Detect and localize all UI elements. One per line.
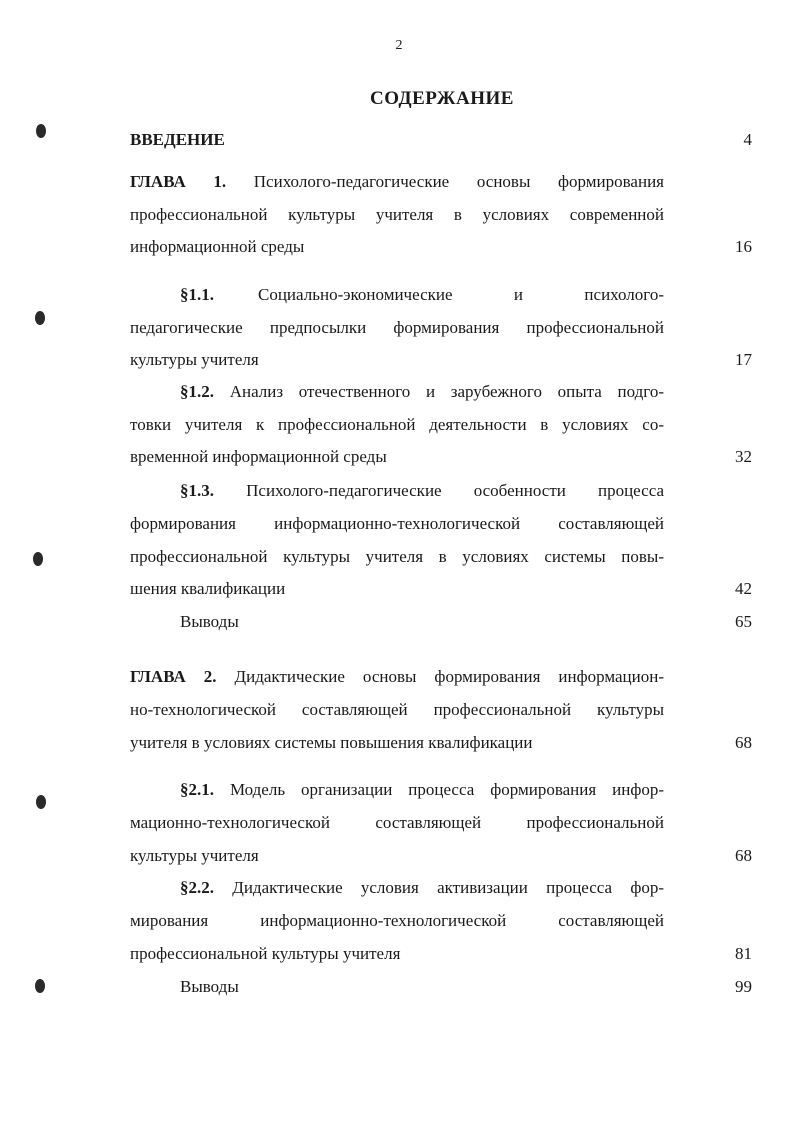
s11-line3: культуры учителя — [130, 350, 259, 369]
s21-text-line1: Модель организации процесса формирования инфор- — [229, 780, 664, 799]
s22-label: §2.2. — [180, 878, 214, 897]
s11-line1: Социально-экономические и психолого- — [258, 285, 664, 304]
s13-line1 — [180, 481, 664, 501]
chapter2-page: 68 — [735, 733, 752, 752]
s11-page: 17 — [735, 350, 752, 369]
chapter2-label: ГЛАВА 2. — [130, 667, 217, 686]
s21-page: 68 — [735, 846, 752, 865]
s11-label — [180, 285, 214, 305]
binder-hole-mark — [33, 552, 43, 566]
s22-line2: мирования информационно-технологической составляющей — [130, 911, 664, 930]
chapter1-line1 — [130, 172, 664, 192]
s12-line2: товки учителя к профессиональной деятельности в условиях со- — [130, 415, 664, 434]
s13-line3: профессиональной культуры учителя в условиях системы повы- — [130, 547, 664, 566]
page-number: 2 — [395, 38, 403, 53]
s11-line2: педагогические предпосылки формирования профессиональной — [130, 318, 664, 337]
conclusions1-label: Выводы — [180, 612, 239, 631]
s22-text-line1: Дидактические условия активизации процесса фор- — [232, 878, 665, 897]
s13-label: §1.3. — [180, 481, 214, 500]
s13-line4: шения квалификации — [130, 579, 286, 598]
s13-line2: формирования информационно-технологической составляющей — [130, 514, 664, 533]
s21-label: §2.1. — [180, 780, 214, 799]
s12-page: 32 — [735, 447, 752, 466]
page-title: СОДЕРЖАНИЕ — [370, 88, 514, 109]
chapter1-page: 16 — [735, 237, 752, 256]
s21-line1 — [180, 780, 664, 800]
intro-page: 4 — [743, 130, 752, 149]
s21-line2: мационно-технологической составляющей профессиональной — [130, 813, 664, 832]
chapter2-line1 — [130, 667, 664, 687]
chapter2-line2: но-технологической составляющей профессиональной культуры — [130, 700, 664, 719]
intro-label: ВВЕДЕНИЕ — [130, 130, 225, 149]
s13-text-line1: Психолого-педагогические особенности процесса — [246, 481, 664, 500]
binder-hole-mark — [35, 311, 45, 325]
chapter2-line3: учителя в условиях системы повышения квалификации — [130, 733, 533, 752]
binder-hole-mark — [35, 979, 45, 993]
binder-hole-mark — [36, 124, 46, 138]
s11-label-text: §1.1. — [180, 285, 214, 304]
s22-line3: профессиональной культуры учителя — [130, 944, 401, 963]
conclusions2-page: 99 — [735, 977, 752, 996]
conclusions2-label: Выводы — [180, 977, 239, 996]
conclusions1-page: 65 — [735, 612, 752, 631]
s12-line1 — [180, 382, 664, 402]
chapter1-line2: профессиональной культуры учителя в условиях современной — [130, 205, 664, 224]
binder-hole-mark — [36, 795, 46, 809]
s12-text-line1: Анализ отечественного и зарубежного опыта подго- — [229, 382, 664, 401]
chapter1-text-line1: Психолого-педагогические основы формирования — [253, 172, 664, 191]
chapter1-label: ГЛАВА 1. — [130, 172, 227, 191]
chapter1-line3: информационной среды — [130, 237, 305, 256]
chapter2-text-line1: Дидактические основы формирования информацион- — [234, 667, 664, 686]
s22-page: 81 — [735, 944, 752, 963]
s22-line1 — [180, 878, 664, 898]
s21-line3: культуры учителя — [130, 846, 259, 865]
s12-line3: временной информационной среды — [130, 447, 387, 466]
s12-label: §1.2. — [180, 382, 214, 401]
s13-page: 42 — [735, 579, 752, 598]
